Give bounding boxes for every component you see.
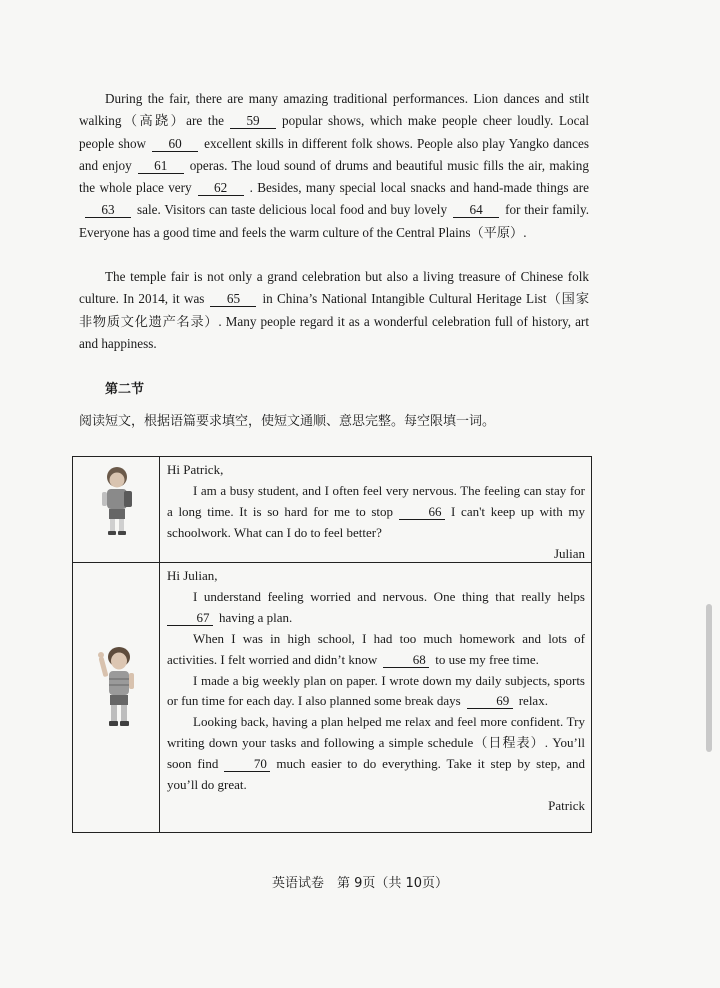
passage-text: sale. Visitors can taste delicious local food and buy lovely [137,202,448,218]
letter-text: When I was in high school, I had too much homework and lots of activities. I felt worried and didn’t know [167,630,585,667]
blank-69[interactable]: 69 [467,693,513,709]
letter-signature: Patrick [548,797,585,813]
passage-paragraph-2 [79,266,589,355]
letter-paragraph [167,712,585,796]
table-divider-vertical [159,457,160,832]
student-boy-icon [99,465,135,537]
passage-text: During the fair, there are many amazing traditional performances. Lion dances and stilt walking（高跷）are the [79,91,589,129]
section-title: 第二节 [105,382,145,397]
blank-67[interactable]: 67 [167,610,213,626]
blank-61[interactable]: 61 [138,158,184,174]
passage-text: operas. The loud sound of drums and beautiful music fills the air, making the whole place very [79,157,589,196]
passage-text: excellent skills in different folk shows. People also play Yangko dances and enjoy [79,135,589,173]
blank-66[interactable]: 66 [399,504,445,520]
letter-greeting: Hi Patrick, [167,462,224,477]
letter-greeting: Hi Julian, [167,568,218,583]
letter-text: I understand feeling worried and nervous. One thing that really helps [193,588,585,604]
letter-from-julian [167,460,585,565]
section-instruction: 阅读短文，根据语篇要求填空，使短文通顺、意思完整。每空限填一词。 [79,414,496,429]
blank-60[interactable]: 60 [152,136,198,152]
letter-text: relax. [518,693,548,709]
letter-text: Looking back, having a plan helped me relax and feel more confident. Try writing down your tasks and following a simple schedule（日程表）. You’ll soon find [167,714,585,772]
blank-62[interactable]: 62 [198,180,244,196]
blank-63[interactable]: 63 [85,202,131,218]
letter-text: I am a busy student, and I often feel very nervous. The feeling can stay for a long time. It is so hard for me to stop [167,482,585,519]
letters-table [72,456,592,833]
letter-signature: Julian [553,545,585,561]
passage-text: for their family. Everyone has a good time and feels the warm culture of the Central Plains（平原）. [79,202,589,240]
blank-64[interactable]: 64 [453,202,499,218]
letter-paragraph [167,587,585,629]
blank-65[interactable]: 65 [210,291,256,307]
passage-text: popular shows, which make people cheer loudly. Local people show [79,113,590,151]
letter-from-patrick [167,566,585,817]
letter-text: much easier to do everything. Take it step by step, and you’ll do great. [167,756,585,793]
letter-text: I made a big weekly plan on paper. I wrote down my daily subjects, sports or fun time for each day. I also planned some break days [167,672,585,709]
page-footer: 英语试卷 第 9页（共 10页） [271,876,449,891]
passage-text: . Besides, many special local snacks and hand-made things are [249,180,589,196]
blank-70[interactable]: 70 [224,756,270,772]
letter-paragraph [167,671,585,713]
letter-text: having a plan. [219,609,293,625]
passage-text: The temple fair is not only a grand celebration but also a living treasure of Chinese folk culture. In 2014, it was [79,269,589,307]
scrollbar-thumb[interactable] [706,604,712,752]
waving-boy-icon [97,643,137,729]
letter-paragraph [167,481,585,544]
passage-text: in China’s National Intangible Cultural Heritage List（国家非物质文化遗产名录）. Many people regard it as a wonderful celebration full of history, art and happiness. [79,291,590,351]
letter-text: I can't keep up with my schoolwork. What can I do to feel better? [167,503,585,540]
blank-68[interactable]: 68 [383,652,429,668]
letter-text: to use my free time. [435,651,539,667]
passage-paragraph-1 [79,88,589,244]
letter-paragraph [167,629,585,671]
blank-59[interactable]: 59 [230,113,276,129]
